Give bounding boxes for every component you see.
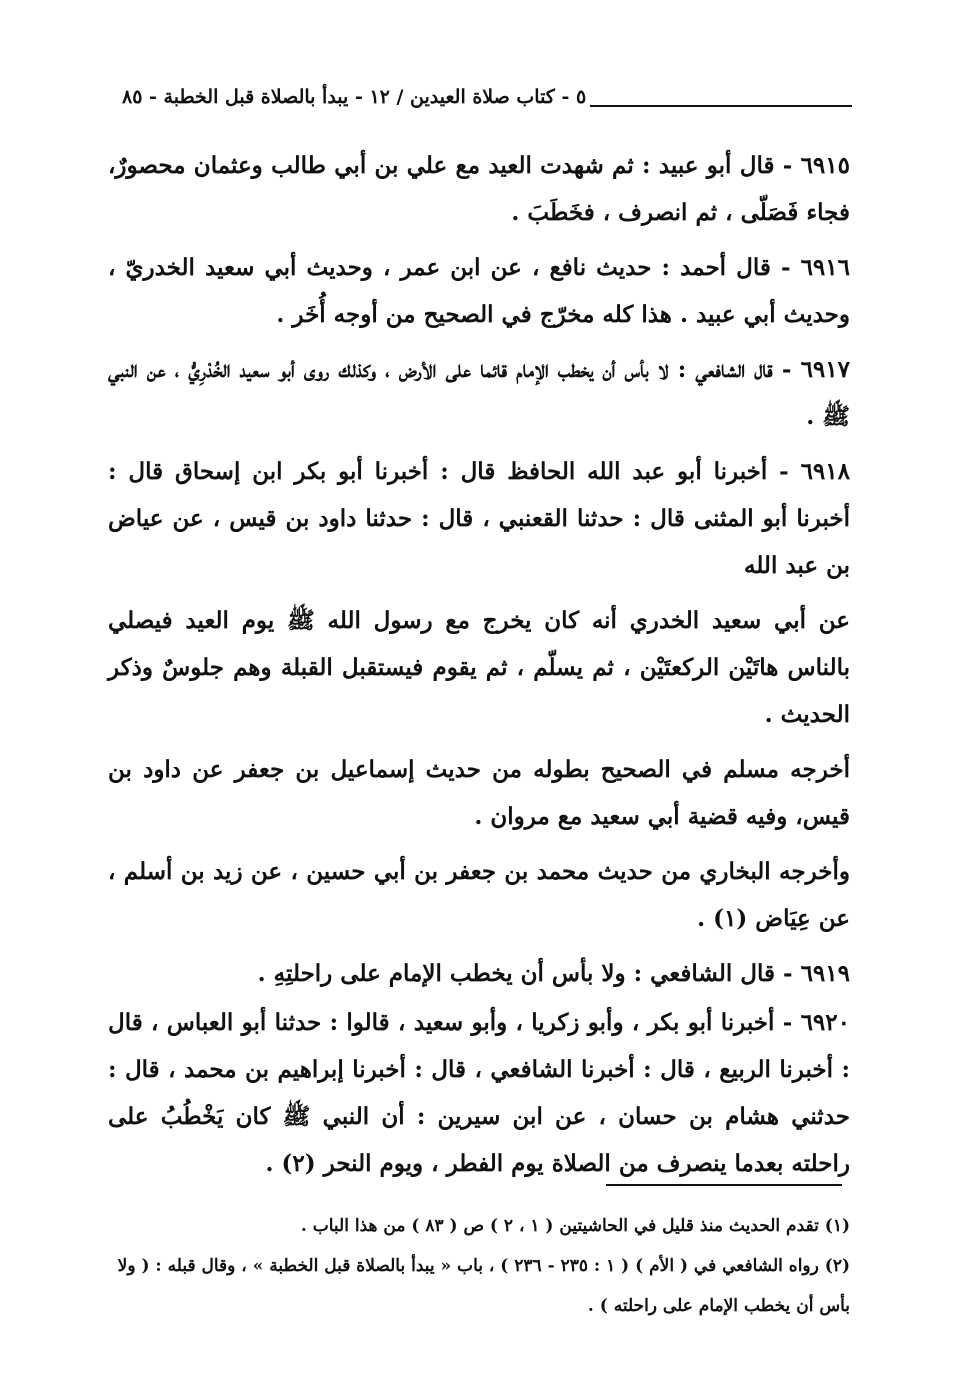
- paragraph-hadith-text: عن أبي سعيد الخدري أنه كان يخرج مع رسول الله ﷺ يوم العيد فيصلي بالناس هاتَيْن الركعتَيْن ، ثم يسلّم ، ثم يقوم فيستقبل القبلة وهم جلوسٌ وذكر الحديث .: [108, 607, 850, 728]
- paragraph-muslim-note: أخرجه مسلم في الصحيح بطوله من حديث إسماعيل بن جعفر عن داود بن قيس، وفيه قضية أبي سعيد مع مروان .: [108, 756, 850, 830]
- running-title: ٥ - كتاب صلاة العيدين / ١٢ - يبدأ بالصلاة قبل الخطبة - ٨٥: [122, 86, 587, 108]
- paragraph-6920: ٦٩٢٠ - أخبرنا أبو بكر ، وأبو زكريا ، وأبو سعيد ، قالوا : حدثنا أبو العباس ، قال : أخبرنا الربيع ، قال : أخبرنا الشافعي ، قال : أخبرنا إبراهيم بن محمد ، قال : حدثني هشام بن حسان ، عن ابن سيرين : أن النبي ﷺ كان يَخْطُبُ على راحلته بعدما ينصرف من الصلاة يوم الفطر ، ويوم النحر (٢) .: [108, 1009, 850, 1177]
- footnote-separator: [606, 1184, 842, 1186]
- page-header: [110, 86, 852, 116]
- footnote-1: (١) تقدم الحديث منذ قليل في الحاشيتين ( ١ ، ٢ ) ص ( ٨٣ ) من هذا الباب .: [300, 1216, 850, 1236]
- paragraph-6918: ٦٩١٨ - أخبرنا أبو عبد الله الحافظ قال : أخبرنا أبو بكر ابن إسحاق قال : أخبرنا أبو المثنى قال : حدثنا القعنبي ، قال : حدثنا داود بن قيس ، عن عياض بن عبد الله: [108, 458, 850, 579]
- paragraph-6917: ٦٩١٧ - قال الشافعي : لا بأس أن يخطب الإمام قائما على الأرض ، وكذلك روى أبو سعيد الخُدْرِيُّ ، عن النبي ﷺ .: [108, 356, 850, 430]
- paragraph-6916: ٦٩١٦ - قال أحمد : حديث نافع ، عن ابن عمر ، وحديث أبي سعيد الخدريّ ، وحديث أبي عبيد . هذا كله مخرّج في الصحيح من أوجه أُخَر .: [108, 254, 850, 328]
- paragraph-6915: ٦٩١٥ - قال أبو عبيد : ثم شهدت العيد مع علي بن أبي طالب وعثمان محصورٌ، فجاء فَصَلّى ، ثم انصرف ، فخَطَبَ .: [108, 152, 850, 226]
- footnotes: [108, 1206, 850, 1326]
- main-text: [108, 142, 850, 1195]
- paragraph-6919: ٦٩١٩ - قال الشافعي : ولا بأس أن يخطب الإمام على راحلتِهِ .: [257, 960, 850, 987]
- paragraph-bukhari-note: وأخرجه البخاري من حديث محمد بن جعفر بن أبي حسين ، عن زيد بن أسلم ، عن عِيَاض (١) .: [108, 858, 850, 932]
- footnote-2: (٢) رواه الشافعي في ( الأم ) ( ١ : ٢٣٥ - ٢٣٦ ) ، باب « يبدأ بالصلاة قبل الخطبة » ، وقال قبله : ( ولا بأس أن يخطب الإمام على راحلته ) .: [117, 1256, 850, 1316]
- header-rule: [590, 105, 852, 107]
